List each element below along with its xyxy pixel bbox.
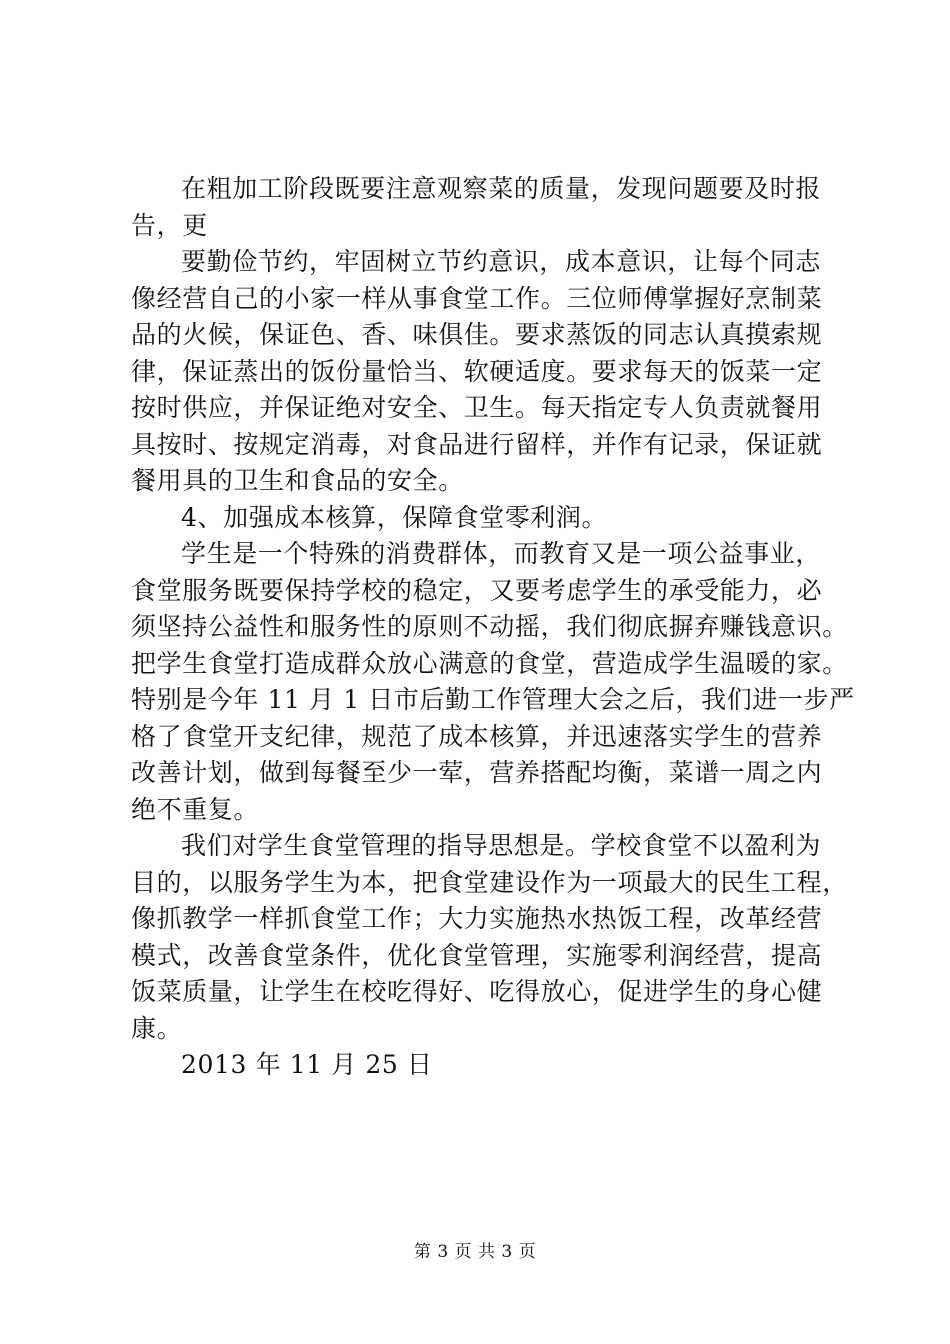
body-line: 要勤俭节约，牢固树立节约意识，成本意识，让每个同志 bbox=[181, 247, 822, 276]
body-line: 在粗加工阶段既要注意观察菜的质量，发现问题要及时报 bbox=[181, 174, 822, 203]
body-line: 按时供应，并保证绝对安全、卫生。每天指定专人负责就餐用 bbox=[131, 393, 823, 422]
body-line: 模式，改善食堂条件，优化食堂管理，实施零利润经营，提高 bbox=[131, 940, 823, 970]
body-line: 格了食堂开支纪律，规范了成本核算，并迅速落实学生的营养 bbox=[131, 721, 823, 751]
body-line: 须坚持公益性和服务性的原则不动摇，我们彻底摒弃赚钱意识。 bbox=[131, 612, 848, 641]
body-line: 具按时、按规定消毒，对食品进行留样，并作有记录，保证就 bbox=[131, 429, 823, 459]
body-line: 品的火候，保证色、香、味俱佳。要求蒸饭的同志认真摸索规 bbox=[131, 320, 823, 349]
document-body bbox=[131, 171, 855, 1084]
body-line: 饭菜质量，让学生在校吃得好、吃得放心，促进学生的身心健 bbox=[131, 977, 823, 1006]
body-line: 目的，以服务学生为本，把食堂建设作为一项最大的民生工程， bbox=[131, 867, 848, 897]
body-line: 告，更 bbox=[131, 210, 208, 240]
page-number-footer: 第 3 页 共 3 页 bbox=[413, 1242, 537, 1262]
body-line: 把学生食堂打造成群众放心满意的食堂，营造成学生温暖的家。 bbox=[131, 648, 848, 678]
section-heading: 4、加强成本核算，保障食堂零利润。 bbox=[181, 502, 608, 532]
body-line: 食堂服务既要保持学校的稳定，又要考虑学生的承受能力，必 bbox=[131, 575, 823, 605]
body-line: 绝不重复。 bbox=[131, 794, 260, 824]
body-line: 像经营自己的小家一样从事食堂工作。三位师傅掌握好烹制菜 bbox=[131, 283, 823, 313]
body-line: 学生是一个特殊的消费群体，而教育又是一项公益事业， bbox=[181, 539, 822, 568]
body-line: 我们对学生食堂管理的指导思想是。学校食堂不以盈利为 bbox=[181, 831, 822, 860]
body-line: 律，保证蒸出的饭份量恰当、软硬适度。要求每天的饭菜一定 bbox=[131, 356, 823, 386]
body-line: 像抓教学一样抓食堂工作；大力实施热水热饭工程，改革经营 bbox=[131, 904, 823, 933]
document-date: 2013 年 11 月 25 日 bbox=[181, 1050, 433, 1079]
body-line: 康。 bbox=[131, 1013, 183, 1043]
body-line: 餐用具的卫生和食品的安全。 bbox=[131, 466, 464, 495]
body-line: 特别是今年 11 月 1 日市后勤工作管理大会之后，我们进一步严 bbox=[131, 685, 855, 714]
body-line: 改善计划，做到每餐至少一荤，营养搭配均衡，菜谱一周之内 bbox=[131, 758, 823, 787]
